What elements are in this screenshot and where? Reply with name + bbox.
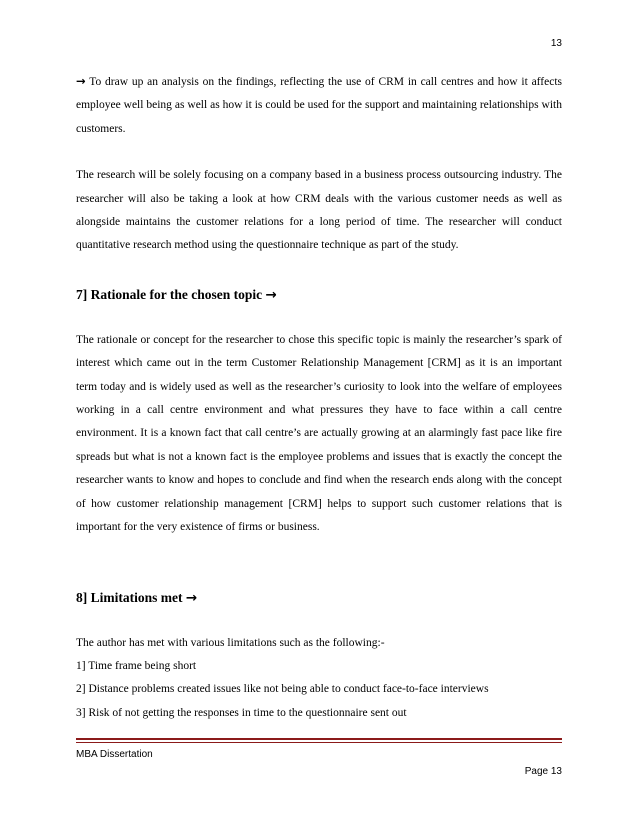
arrow-icon: → [76, 74, 86, 88]
arrow-icon: → [265, 286, 277, 303]
section-8-heading-text: 8] Limitations met [76, 589, 183, 605]
limitations-intro: The author has met with various limitations such as the following:- [76, 636, 385, 649]
footer-divider-thin [76, 742, 562, 743]
bullet-text: To draw up an analysis on the findings, reflecting the use of CRM in call centres and how it affects employee well being as well as how it is could be used for the support and maintaining relationships with customers. [76, 76, 563, 135]
section-7-heading-text: 7] Rationale for the chosen topic [76, 286, 263, 302]
limitations-list [76, 632, 562, 726]
bullet-paragraph [76, 70, 562, 141]
rationale-paragraph: The rationale or concept for the researcher to chose this specific topic is mainly the researcher’s spark of interest which came out in the term Customer Relationship Management [CRM] as it is an important term today and is widely used as well as the researcher’s curiosity to look into the welfare of employees working in a call centre environment and what pressures they have to face within a call centre environment. It is a known fact that call centre’s are actually growing at an alarmingly fast pace like fire spreads but what is not a known fact is the employee problems and issues that is exactly the concept the researcher wants to know and hopes to conclude and find when the research ends along with the concept of how customer relationship management [CRM] helps to support such customer relations that is important for the very existence of firms or business. [76, 333, 562, 534]
list-item: 3] Risk of not getting the responses in time to the questionnaire sent out [76, 706, 407, 719]
page-body [76, 70, 562, 725]
list-item: 2] Distance problems created issues like not being able to conduct face-to-face interviews [76, 683, 489, 696]
section-8-heading [76, 586, 562, 610]
footer-page-number: Page 13 [524, 766, 562, 777]
section-7-heading [76, 283, 562, 307]
list-item: 1] Time frame being short [76, 659, 197, 672]
arrow-icon: → [185, 589, 198, 606]
research-paragraph: The research will be solely focusing on a company based in a business process outsourcing industry. The researcher will also be taking a look at how CRM deals with the various customer needs as well as alongside maintains the customer relations for a long period of time. The researcher will conduct quantitative research method using the questionnaire technique as part of the study. [76, 169, 562, 252]
footer-divider-thick [76, 738, 562, 740]
header-page-number: 13 [550, 38, 562, 49]
footer-title: MBA Dissertation [76, 749, 153, 760]
